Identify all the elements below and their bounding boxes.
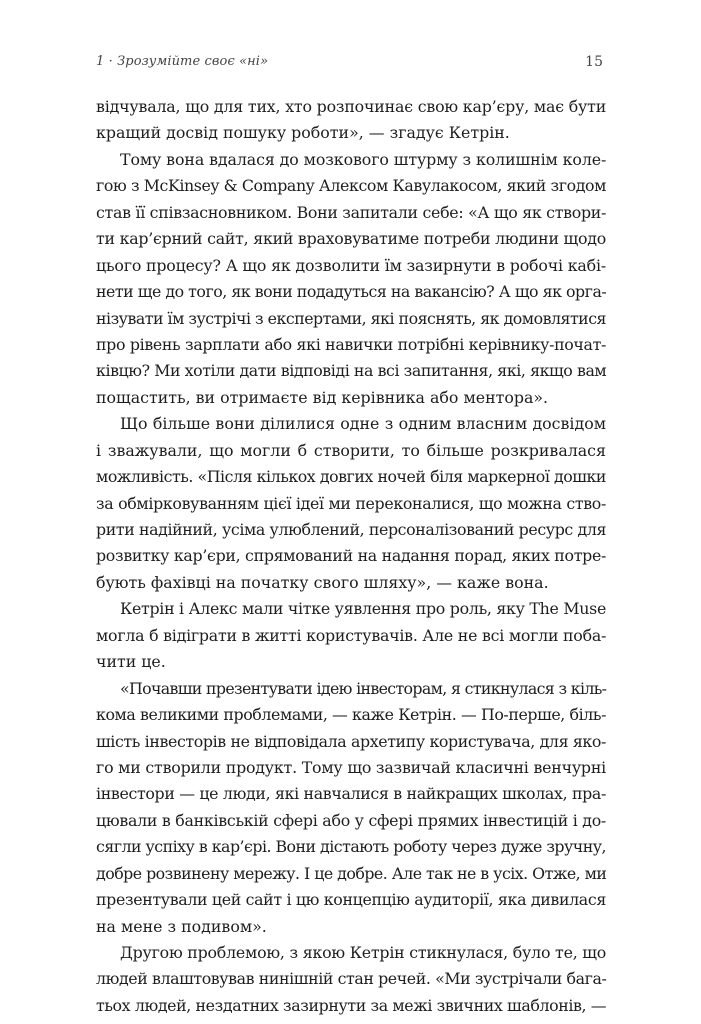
text-line: шість інвесторів не відповідала архетипу користувача, для яко- (96, 731, 606, 751)
text-line: гою з McKinsey & Company Алексом Кавулакосом, який згодом (96, 176, 607, 196)
text-line: нізувати їм зустрічі з експертами, які пояснять, як домовлятися (96, 308, 606, 328)
text-line: ківцю? Ми хотіли дати відповіді на всі запитання, які, якщо вам (96, 361, 607, 381)
text-line: сягли успіху в кар’єрі. Вони дістають роботу через дуже зручну, (96, 837, 606, 857)
text-line: людей влаштовував нинішній стан речей. «Ми зустрічали бага- (96, 969, 607, 989)
text-line: відчувала, що для тих, хто розпочинає свою кар’єру, має бути (96, 97, 607, 116)
text-line: інвестори — це люди, які навчалися в найкращих школах, пра- (96, 784, 606, 804)
text-line: цього процесу? А що як дозволити їм зазирнути в робочі кабі- (96, 255, 606, 275)
text-line: нети ще до того, як вони подадуться на вакансію? А що як орга- (96, 282, 607, 302)
text-line: Кетрін і Алекс мали чітке уявлення про роль, яку The Muse (120, 599, 607, 619)
text-line: рити надійний, усіма улюблений, персоналізований ресурс для (96, 520, 607, 539)
text-line: про рівень зарплати або які навички потрібні керівнику-почат- (96, 334, 606, 354)
running-head: 1 · Зрозумійте своє «ні» (96, 54, 269, 69)
text-line: Тому вона вдалася до мозкового штурму з колишнім коле- (120, 149, 607, 169)
text-line: тьох людей, нездатних зазирнути за межі звичних шаблонів, — (96, 995, 607, 1015)
text-line: ти кар’єрний сайт, який враховуватиме потреби людини щодо (96, 229, 606, 249)
text-line: і зважували, що могли б створити, то більше розкривалася (96, 440, 606, 460)
text-line: став її співзасновником. Вони запитали себе: «А що як створи- (96, 202, 607, 222)
text-line: го ми створили продукт. Тому що зазвичай класичні венчурні (96, 757, 606, 777)
text-line: цювали в банківській сфері або у сфері прямих інвестицій і до- (96, 810, 606, 830)
text-line: Що більше вони ділилися одне з одним власним досвідом (120, 414, 606, 434)
text-line: кома великими проблемами, — каже Кетрін. — По-перше, біль- (96, 705, 606, 725)
text-line: розвитку кар’єри, спрямований на надання порад, яких потре- (96, 546, 607, 566)
text-line: можливість. «Після кількох довгих ночей біля маркерної дошки (96, 467, 606, 487)
page-number: 15 (585, 54, 603, 70)
text-line: Другою проблемою, з якою Кетрін стикнулася, було те, що (120, 943, 607, 962)
text-line: кращий досвід пошуку роботи», — згадує Кетрін. (96, 123, 510, 143)
text-line: пощастить, ви отримаєте від керівника або ментора». (96, 387, 549, 407)
text-line: бують фахівці на початку свого шляху», — каже вона. (96, 572, 549, 592)
text-line: могла б відіграти в житті користувачів. Але не всі могли поба- (96, 625, 607, 645)
text-line: добре розвинену мережу. І це добре. Але так не в усіх. Отже, ми (96, 863, 607, 883)
body-text (96, 94, 606, 1019)
text-line: «Почавши презентувати ідею інвесторам, я стикнулася з кіль- (120, 678, 607, 698)
text-line: чити це. (96, 652, 166, 672)
text-line: за обмірковуванням цієї ідеї ми переконалися, що можна ство- (96, 493, 606, 513)
text-line: презентували цей сайт і цю концепцію аудиторії, яка дивилася (96, 890, 606, 910)
text-line: на мене з подивом». (96, 916, 267, 936)
